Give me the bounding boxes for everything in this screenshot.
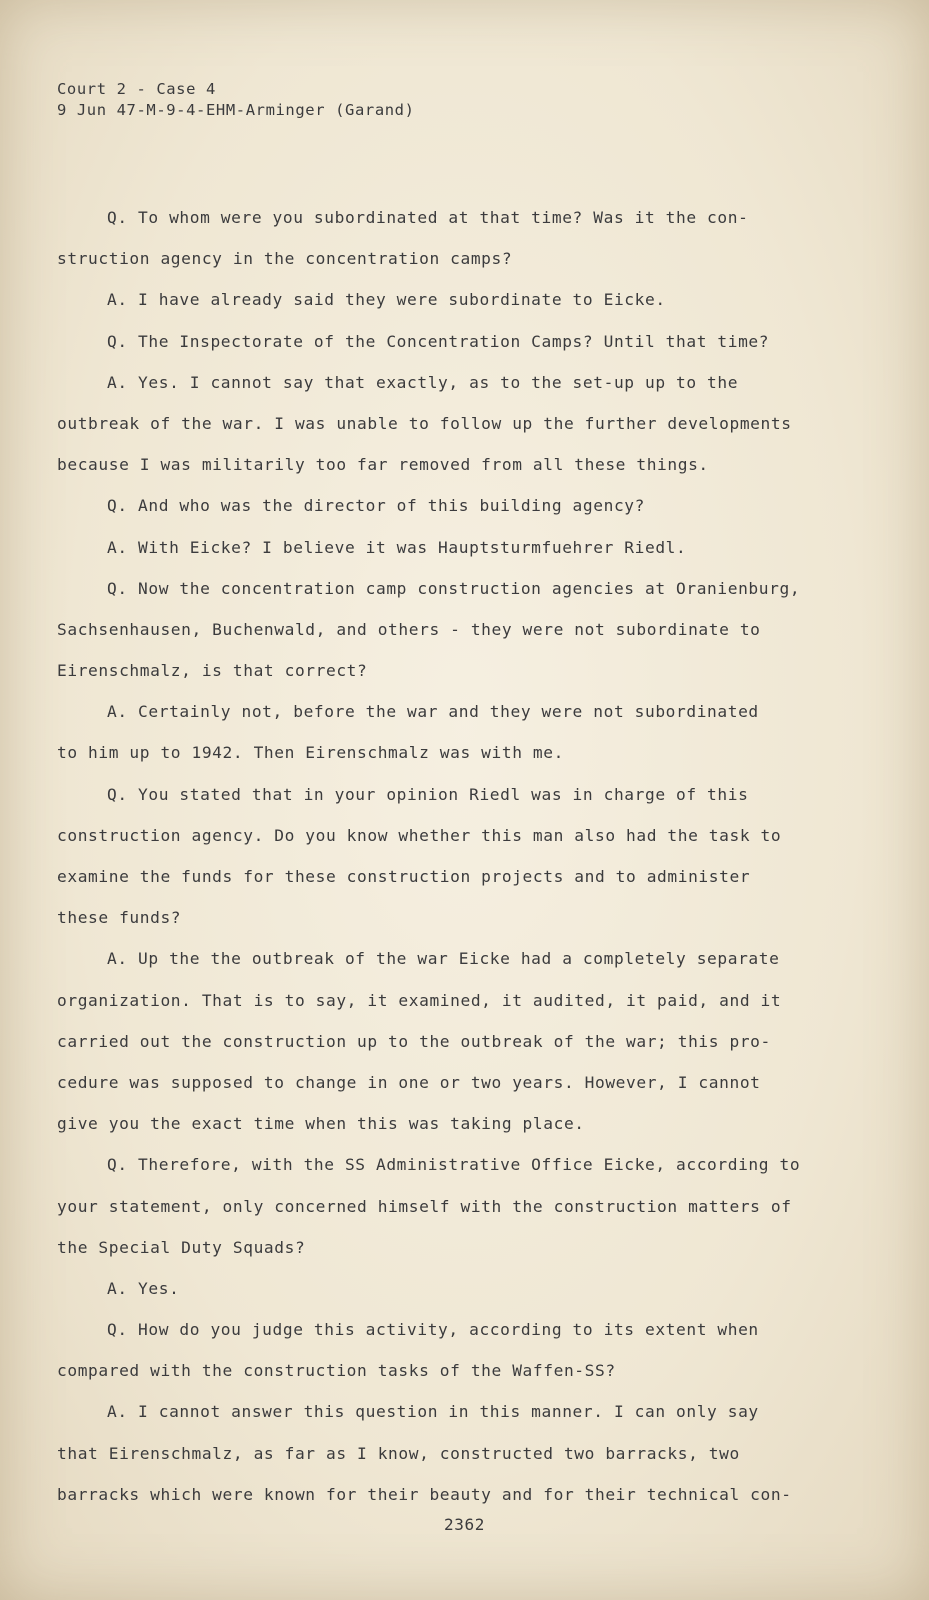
- text-line: A. I cannot answer this question in this manner. I can only say: [107, 1402, 759, 1422]
- text-line: A. Yes. I cannot say that exactly, as to the set-up up to the: [107, 372, 739, 392]
- text-line: construction agency. Do you know whether this man also had the task to: [57, 825, 782, 845]
- page-number: 2362: [444, 1515, 485, 1534]
- text-line: these funds?: [57, 908, 182, 928]
- text-line: because I was militarily too far removed from all these things.: [57, 455, 709, 475]
- text-line: Q. And who was the director of this building agency?: [107, 496, 645, 516]
- text-line: to him up to 1942. Then Eirenschmalz was with me.: [57, 743, 564, 763]
- text-line: A. Yes.: [107, 1278, 180, 1298]
- text-line: give you the exact time when this was taking place.: [57, 1114, 585, 1134]
- text-line: A. With Eicke? I believe it was Hauptsturmfuehrer Riedl.: [107, 537, 687, 557]
- text-line: A. Certainly not, before the war and they were not subordinated: [107, 702, 759, 722]
- text-line: compared with the construction tasks of the Waffen-SS?: [57, 1361, 616, 1381]
- text-line: examine the funds for these construction projects and to administer: [57, 867, 751, 886]
- text-line: Q. The Inspectorate of the Concentration Camps? Until that time?: [107, 331, 770, 351]
- text-line: A. I have already said they were subordinate to Eicke.: [107, 290, 666, 310]
- text-line: carried out the construction up to the outbreak of the war; this pro-: [57, 1031, 771, 1051]
- header-date-reference: 9 Jun 47-M-9-4-EHM-Arminger (Garand): [57, 101, 415, 119]
- document-header: [57, 79, 415, 121]
- text-line: barracks which were known for their beauty and for their technical con-: [57, 1484, 792, 1504]
- text-line: Q. Now the concentration camp construction agencies at Oranienburg,: [107, 578, 801, 598]
- header-court-case: Court 2 - Case 4: [57, 80, 216, 98]
- text-line: A. Up the the outbreak of the war Eicke had a completely separate: [107, 949, 780, 969]
- text-line: that Eirenschmalz, as far as I know, constructed two barracks, two: [57, 1443, 740, 1463]
- text-line: Q. How do you judge this activity, according to its extent when: [107, 1320, 759, 1340]
- text-line: struction agency in the concentration camps?: [57, 249, 513, 269]
- text-line: the Special Duty Squads?: [57, 1237, 306, 1257]
- text-line: Q. You stated that in your opinion Riedl was in charge of this: [107, 784, 749, 804]
- text-line: Eirenschmalz, is that correct?: [57, 661, 368, 681]
- text-line: Q. To whom were you subordinated at that time? Was it the con-: [107, 208, 749, 227]
- text-line: your statement, only concerned himself with the construction matters of: [57, 1196, 792, 1216]
- text-line: Q. Therefore, with the SS Administrative Office Eicke, according to: [107, 1155, 801, 1175]
- text-line: Sachsenhausen, Buchenwald, and others - they were not subordinate to: [57, 619, 761, 639]
- text-line: organization. That is to say, it examined, it audited, it paid, and it: [57, 990, 782, 1010]
- text-line: cedure was supposed to change in one or two years. However, I cannot: [57, 1072, 761, 1092]
- transcript-body: [57, 197, 877, 1515]
- text-line: outbreak of the war. I was unable to follow up the further developments: [57, 413, 792, 433]
